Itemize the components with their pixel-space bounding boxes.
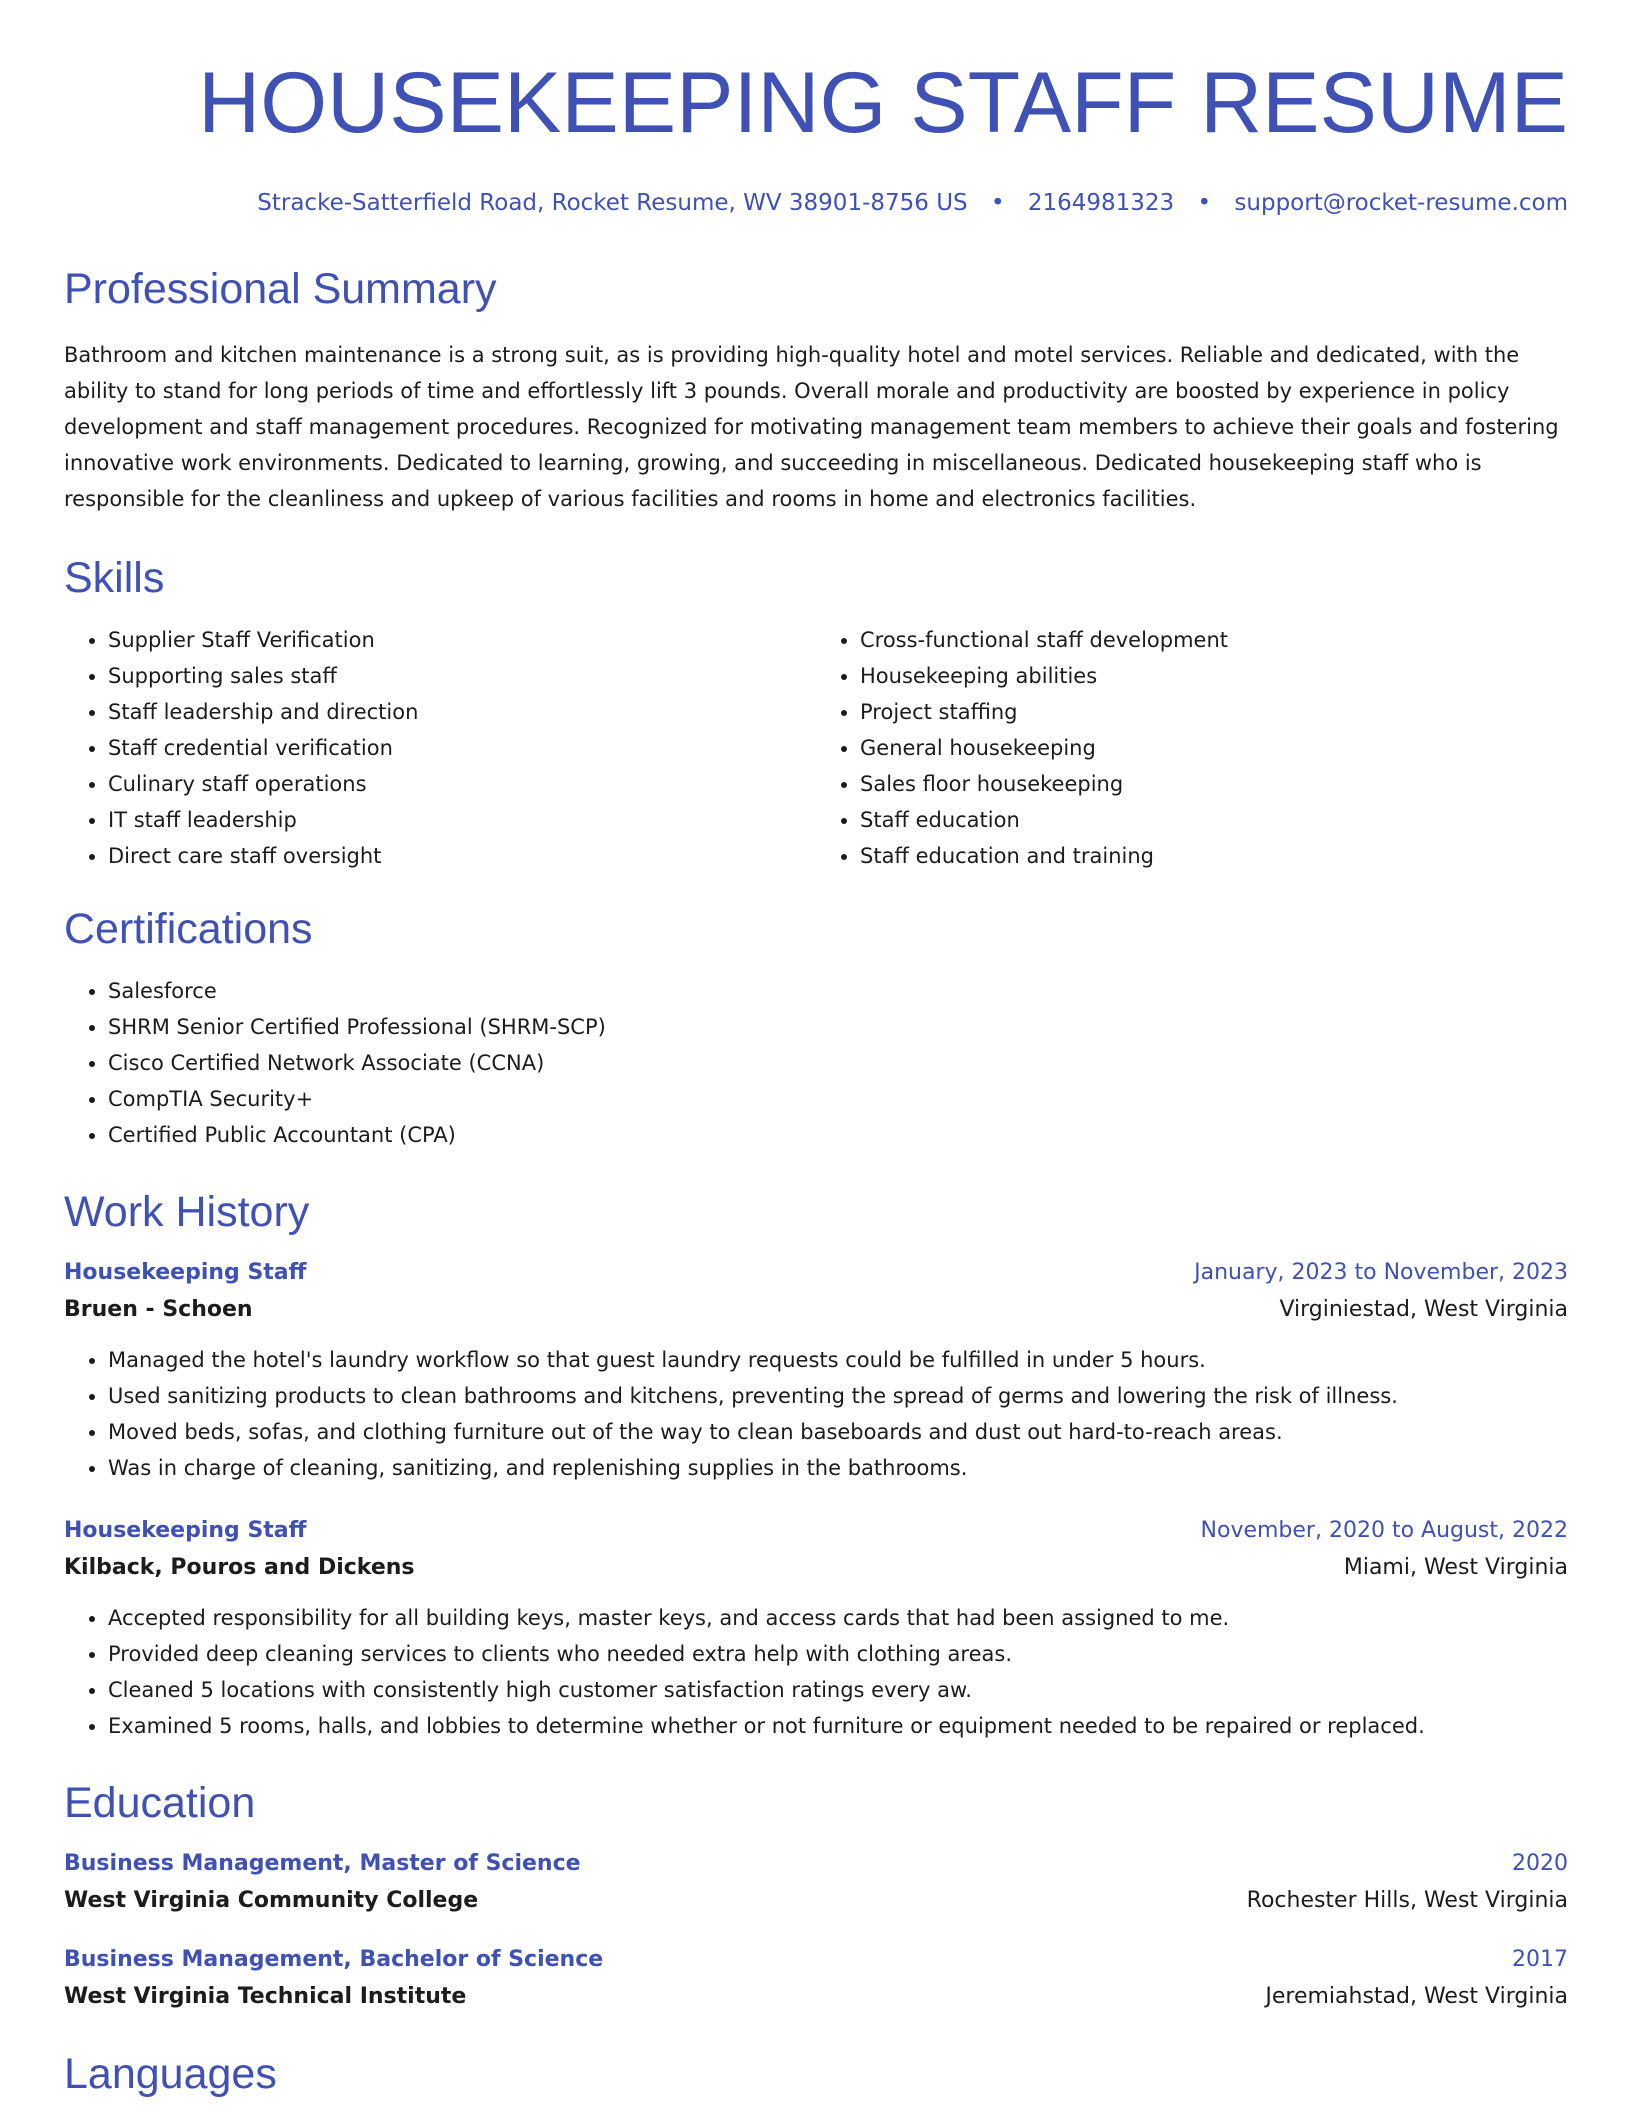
job-bullet: • Accepted responsibility for all building keys, master keys, and access cards that had been assigned to me. [108, 1600, 1568, 1636]
contact-address: Stracke-Satterfield Road, Rocket Resume, WV 38901-8756 US [257, 190, 968, 216]
contact-line [64, 190, 1568, 216]
skill-item: • Supplier Staff Verification [108, 622, 816, 658]
skill-item: • Cross-functional staff development [860, 622, 1568, 658]
job-bullet: • Moved beds, sofas, and clothing furniture out of the way to clean baseboards and dust out hard-to-reach areas. [108, 1414, 1568, 1450]
resume-title: HOUSEKEEPING STAFF RESUME [198, 55, 1568, 151]
contact-email[interactable]: support@rocket-resume.com [1234, 190, 1568, 216]
education-heading: Education [64, 1779, 256, 1827]
job-bullet: • Managed the hotel's laundry workflow so that guest laundry requests could be fulfilled in under 5 hours. [108, 1342, 1568, 1378]
certification-item: • SHRM Senior Certified Professional (SHRM-SCP) [108, 1009, 1568, 1045]
education-section [64, 1779, 1568, 2009]
certification-item: • Salesforce [108, 973, 1568, 1009]
job-location: Miami, West Virginia [1343, 1555, 1568, 1580]
education-entry [64, 1851, 1568, 1913]
education-year: 2020 [1512, 1851, 1568, 1876]
skills-list-left [64, 622, 816, 874]
job-bullets [64, 1342, 1568, 1486]
contact-separator: • [1197, 190, 1212, 216]
languages-heading: Languages [64, 2050, 277, 2098]
certifications-heading: Certifications [64, 905, 313, 953]
summary-heading: Professional Summary [64, 265, 497, 313]
skill-item: • Staff education and training [860, 838, 1568, 874]
skill-item: • Staff leadership and direction [108, 694, 816, 730]
certification-item: • CompTIA Security+ [108, 1081, 1568, 1117]
skill-item: • Supporting sales staff [108, 658, 816, 694]
work-history-heading: Work History [64, 1188, 310, 1236]
job-role: Housekeeping Staff [64, 1260, 307, 1285]
job-bullet: • Examined 5 rooms, halls, and lobbies to determine whether or not furniture or equipment needed to be repaired or replaced. [108, 1708, 1568, 1744]
languages-section [64, 2050, 1568, 2098]
skills-section [64, 554, 1568, 874]
certification-item: • Certified Public Accountant (CPA) [108, 1117, 1568, 1153]
job-company: Bruen - Schoen [64, 1297, 253, 1322]
skill-item: • Staff credential verification [108, 730, 816, 766]
education-degree: Business Management, Bachelor of Science [64, 1947, 604, 1972]
skills-grid [64, 622, 1568, 874]
job-bullet: • Was in charge of cleaning, sanitizing, and replenishing supplies in the bathrooms. [108, 1450, 1568, 1486]
skill-item: • Housekeeping abilities [860, 658, 1568, 694]
education-location: Rochester Hills, West Virginia [1246, 1888, 1568, 1913]
job-entry [64, 1260, 1568, 1486]
job-company: Kilback, Pouros and Dickens [64, 1555, 415, 1580]
skill-item: • Direct care staff oversight [108, 838, 816, 874]
education-school: West Virginia Technical Institute [64, 1984, 467, 2009]
job-bullets [64, 1600, 1568, 1744]
education-degree: Business Management, Master of Science [64, 1851, 581, 1876]
education-year: 2017 [1512, 1947, 1568, 1972]
education-entry [64, 1947, 1568, 2009]
contact-phone: 2164981323 [1027, 190, 1175, 216]
work-history-section [64, 1188, 1568, 1744]
education-location: Jeremiahstad, West Virginia [1265, 1984, 1568, 2009]
skill-item: • Culinary staff operations [108, 766, 816, 802]
job-bullet: • Cleaned 5 locations with consistently high customer satisfaction ratings every aw. [108, 1672, 1568, 1708]
certifications-section [64, 905, 1568, 1153]
skills-list-right [816, 622, 1568, 874]
job-bullet: • Provided deep cleaning services to clients who needed extra help with clothing areas. [108, 1636, 1568, 1672]
contact-separator: • [990, 190, 1005, 216]
education-school: West Virginia Community College [64, 1888, 479, 1913]
skill-item: • IT staff leadership [108, 802, 816, 838]
job-dates: November, 2020 to August, 2022 [1200, 1518, 1568, 1543]
job-location: Virginiestad, West Virginia [1279, 1297, 1568, 1322]
skill-item: • Project staffing [860, 694, 1568, 730]
job-entry [64, 1518, 1568, 1744]
certification-item: • Cisco Certified Network Associate (CCNA) [108, 1045, 1568, 1081]
skills-heading: Skills [64, 554, 165, 602]
certifications-list [64, 973, 1568, 1153]
job-bullet: • Used sanitizing products to clean bathrooms and kitchens, preventing the spread of germs and lowering the risk of illness. [108, 1378, 1568, 1414]
skill-item: • Staff education [860, 802, 1568, 838]
job-role: Housekeeping Staff [64, 1518, 307, 1543]
skill-item: • General housekeeping [860, 730, 1568, 766]
skill-item: • Sales floor housekeeping [860, 766, 1568, 802]
job-dates: January, 2023 to November, 2023 [1194, 1260, 1568, 1285]
summary-section [64, 265, 1568, 517]
summary-text: Bathroom and kitchen maintenance is a strong suit, as is providing high-quality hotel and motel services. Reliable and dedicated, with the ability to stand for long periods of time and effortlessly lift 3 pounds. Overall morale and productivity are boosted by experience in policy development and staff management procedures. Recognized for motivating management team members to achieve their goals and fostering innovative work environments. Dedicated to learning, growing, and succeeding in miscellaneous. Dedicated housekeeping staff who is responsible for the cleanliness and upkeep of various facilities and rooms in home and electronics facilities. [64, 343, 1559, 511]
